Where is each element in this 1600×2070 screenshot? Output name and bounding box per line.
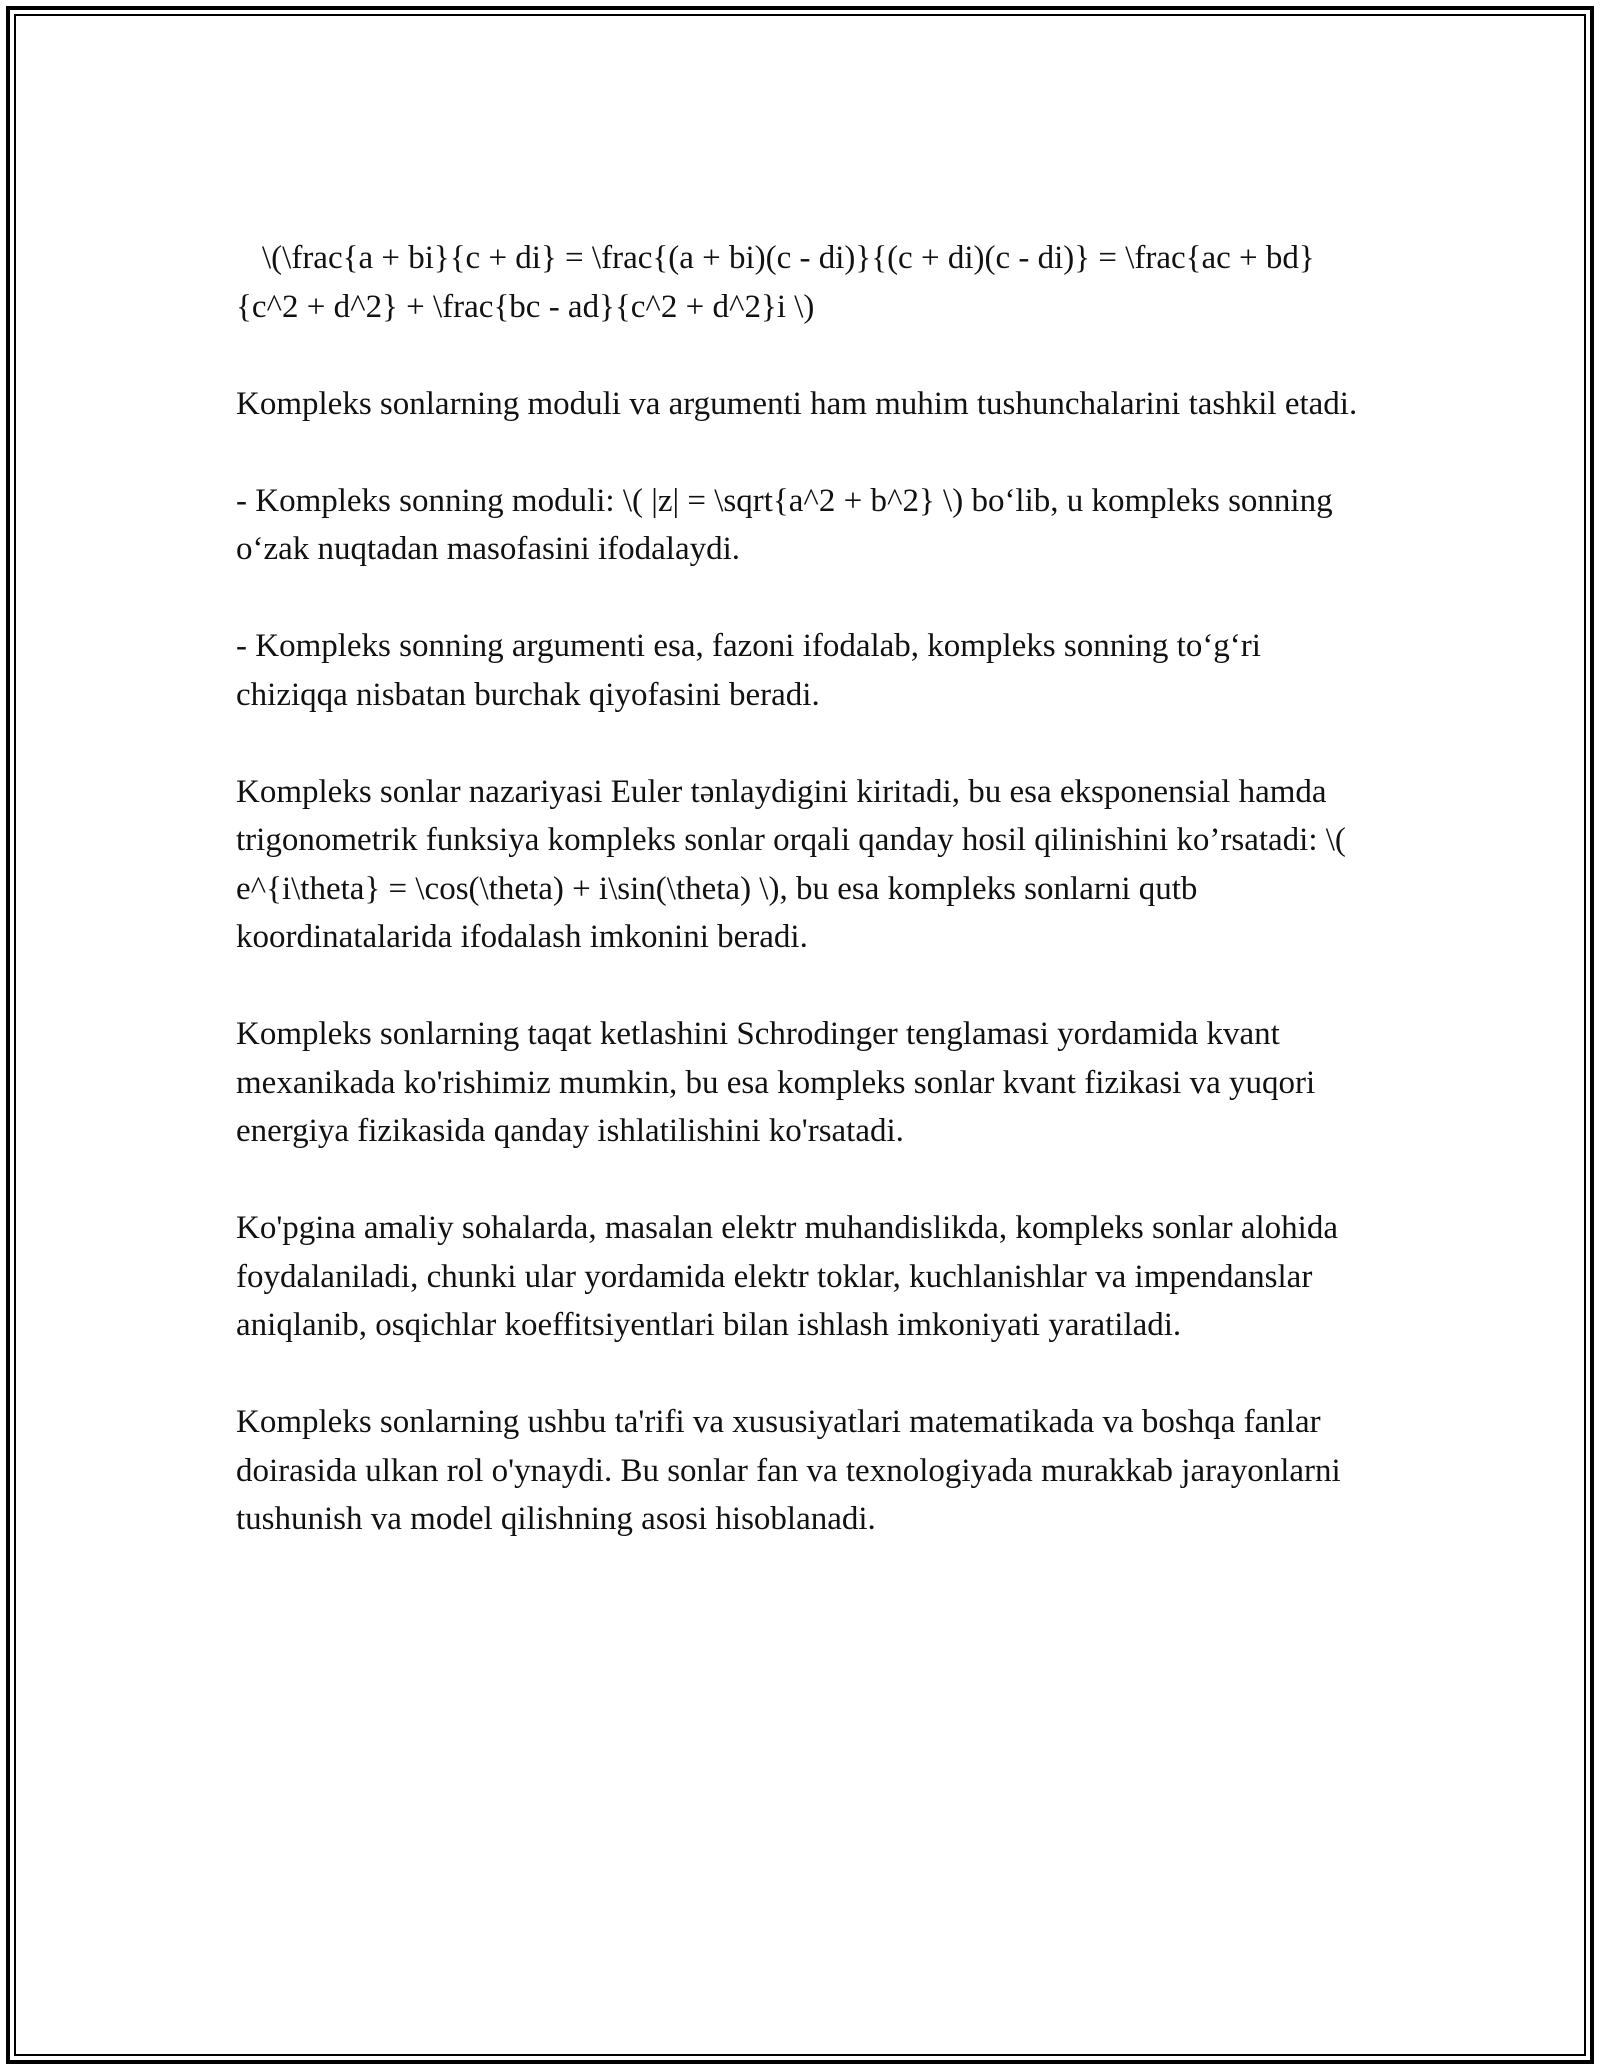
quantum-mechanics-paragraph: Kompleks sonlarning taqat ketlashini Schrodinger tenglamasi yordamida kvant mexanikada ko'rishimiz mumkin, bu esa kompleks sonlar kvant fizikasi va yuqori energiya fizikasida qanday ishlatilishini ko'rsatadi. [236,1016,1316,1149]
modulus-argument-intro-paragraph: Kompleks sonlarning moduli va argumenti ham muhim tushunchalarini tashkil etadi. [236,385,1358,422]
electrical-engineering-paragraph: Ko'pgina amaliy sohalarda, masalan elektr muhandislikda, kompleks sonlar alohida foydalaniladi, chunki ular yordamida elektr toklar, kuchlanishlar va impendanslar aniqlanib, osqichlar koeffitsiyentlari bilan ishlash imkoniyati yaratiladi. [236,1210,1338,1343]
document-body [236,234,1366,1592]
conclusion-paragraph: Kompleks sonlarning ushbu ta'rifi va xususiyatlari matematikada va boshqa fanlar doirasida ulkan rol o'ynaydi. Bu sonlar fan va texnologiyada murakkab jarayonlarni tushunish va model qilishning asosi hisoblanadi. [236,1404,1341,1537]
division-formula-paragraph: \(\frac{a + bi}{c + di} = \frac{(a + bi)(c - di)}{(c + di)(c - di)} = \frac{ac + bd}{c^2 + d^2} + \frac{bc - ad}{c^2 + d^2}i \) [236,240,1315,325]
modulus-definition-paragraph: - Kompleks sonning moduli: \( |z| = \sqrt{a^2 + b^2} \) bo‘lib, u kompleks sonning o‘zak nuqtadan masofasini ifodalaydi. [236,482,1333,567]
euler-formula-paragraph: Kompleks sonlar nazariyasi Euler tənlaydigini kiritadi, bu esa eksponensial hamda trigonometrik funksiya kompleks sonlar orqali qanday hosil qilinishini ko’rsatadi: \( e^{i\theta} = \cos(\theta) + i\sin(\theta) \), bu esa kompleks sonlarni qutb koordinatalarida ifodalash imkonini beradi. [236,773,1346,955]
argument-definition-paragraph: - Kompleks sonning argumenti esa, fazoni ifodalab, kompleks sonning to‘g‘ri chiziqqa nisbatan burchak qiyofasini beradi. [236,628,1261,713]
